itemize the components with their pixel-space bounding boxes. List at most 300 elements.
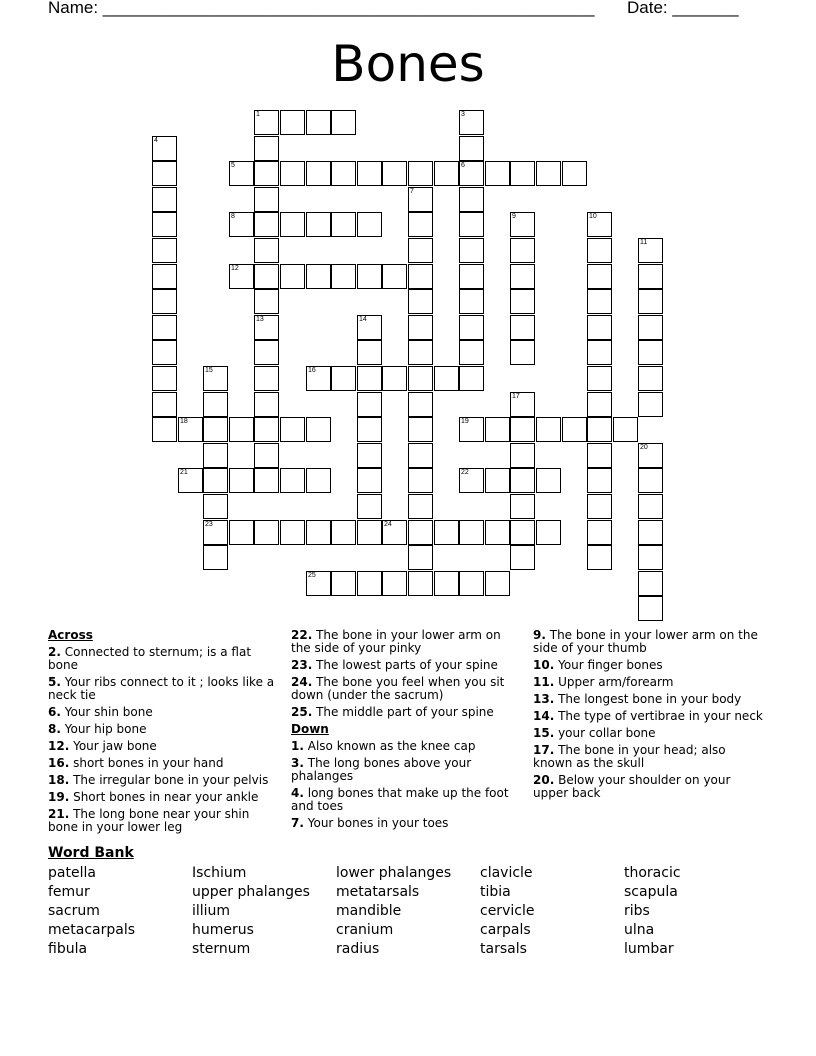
clue-number: 1 (256, 111, 260, 118)
clue-number: 19 (461, 418, 469, 425)
word-bank-word: femur (48, 884, 90, 900)
crossword-cell[interactable] (485, 468, 510, 493)
clue-number: 3 (461, 111, 465, 118)
crossword-cell[interactable] (408, 212, 433, 237)
crossword-cell[interactable] (280, 520, 305, 545)
crossword-cell[interactable] (408, 161, 433, 186)
clues-column-2 (291, 629, 521, 834)
crossword-cell[interactable] (280, 161, 305, 186)
crossword-cell[interactable] (152, 212, 177, 237)
crossword-cell[interactable] (280, 468, 305, 493)
crossword-cell[interactable] (280, 264, 305, 289)
crossword-cell[interactable] (152, 161, 177, 186)
name-line: Name: ____________________________________________________ (48, 0, 595, 17)
page-title: Bones (331, 35, 485, 93)
clue-number: 11 (640, 239, 648, 246)
clue-number-label: 10. (533, 658, 555, 672)
crossword-cell[interactable] (638, 494, 663, 519)
clue-text: The longest bone in your body (554, 692, 742, 706)
clue-number: 22 (461, 469, 469, 476)
clue-text: Below your shoulder on your upper back (533, 773, 731, 800)
crossword-cell[interactable] (306, 366, 331, 391)
crossword-cell[interactable] (638, 289, 663, 314)
crossword-cell[interactable] (203, 520, 228, 545)
word-bank-word: cervicle (480, 903, 535, 919)
clue-number: 8 (231, 213, 235, 220)
word-bank-word: fibula (48, 941, 88, 957)
clue-number-label: 21. (48, 807, 70, 821)
crossword-cell[interactable] (510, 340, 535, 365)
crossword-cell[interactable] (229, 264, 254, 289)
crossword-cell[interactable] (254, 289, 279, 314)
crossword-cell[interactable] (152, 187, 177, 212)
crossword-cell[interactable] (357, 264, 382, 289)
crossword-cell[interactable] (638, 443, 663, 468)
clue-number-label: 15. (533, 726, 555, 740)
crossword-cell[interactable] (408, 520, 433, 545)
crossword-cell[interactable] (536, 417, 561, 442)
crossword-cell[interactable] (203, 417, 228, 442)
crossword-cell[interactable] (587, 289, 612, 314)
clue-text: The long bones above your phalanges (291, 756, 472, 783)
crossword-cell[interactable] (459, 289, 484, 314)
crossword-cell[interactable] (459, 136, 484, 161)
crossword-cell[interactable] (459, 212, 484, 237)
crossword-cell[interactable] (306, 520, 331, 545)
crossword-cell[interactable] (331, 520, 356, 545)
clue-number: 21 (180, 469, 188, 476)
crossword-cell[interactable] (510, 212, 535, 237)
clue-number-label: 13. (533, 692, 555, 706)
clue-number-label: 20. (533, 773, 555, 787)
crossword-cell[interactable] (510, 545, 535, 570)
crossword-cell[interactable] (587, 417, 612, 442)
clue-text: Your hip bone (60, 722, 147, 736)
crossword-cell[interactable] (254, 520, 279, 545)
crossword-cell[interactable] (203, 545, 228, 570)
crossword-cell[interactable] (254, 417, 279, 442)
clue-text: Also known as the knee cap (303, 739, 476, 753)
clue-number: 6 (461, 162, 465, 169)
word-bank-word: scapula (624, 884, 678, 900)
word-bank-word: metacarpals (48, 922, 136, 938)
clue-number-label: 2. (48, 645, 61, 659)
crossword-cell[interactable] (638, 520, 663, 545)
crossword-cell[interactable] (254, 443, 279, 468)
crossword-cell[interactable] (254, 340, 279, 365)
crossword-cell[interactable] (152, 340, 177, 365)
crossword-cell[interactable] (203, 366, 228, 391)
crossword-cell[interactable] (510, 520, 535, 545)
crossword-cell[interactable] (510, 315, 535, 340)
crossword-cell[interactable] (331, 366, 356, 391)
crossword-cell[interactable] (382, 264, 407, 289)
clue-text: Your jaw bone (69, 739, 157, 753)
clue-item (48, 740, 278, 753)
crossword-cell[interactable] (459, 417, 484, 442)
crossword-cell[interactable] (587, 520, 612, 545)
clue-number-label: 25. (291, 705, 313, 719)
crossword-cell[interactable] (357, 392, 382, 417)
word-bank-word: carpals (480, 922, 531, 938)
clues-column-3 (533, 629, 763, 804)
clue-item (291, 740, 521, 753)
crossword-cell[interactable] (408, 315, 433, 340)
clue-text: short bones in your hand (69, 756, 224, 770)
word-bank-column (48, 864, 192, 959)
crossword-cell[interactable] (638, 315, 663, 340)
crossword-cell[interactable] (587, 366, 612, 391)
clue-number: 4 (154, 137, 158, 144)
crossword-cell[interactable] (638, 264, 663, 289)
crossword-cell[interactable] (254, 468, 279, 493)
clue-number-label: 6. (48, 705, 61, 719)
crossword-cell[interactable] (254, 136, 279, 161)
crossword-cell[interactable] (587, 315, 612, 340)
crossword-cell[interactable] (587, 392, 612, 417)
crossword-cell[interactable] (408, 289, 433, 314)
crossword-cell[interactable] (459, 161, 484, 186)
clue-number: 18 (180, 418, 188, 425)
crossword-cell[interactable] (254, 187, 279, 212)
clue-number-label: 24. (291, 675, 313, 689)
clue-number: 7 (410, 188, 414, 195)
clue-item (291, 676, 521, 702)
word-bank-word: tarsals (480, 941, 527, 957)
clue-item (533, 659, 763, 672)
word-bank-word: mandible (336, 903, 402, 919)
crossword-cell[interactable] (587, 212, 612, 237)
crossword-cell[interactable] (587, 494, 612, 519)
crossword-cell[interactable] (638, 392, 663, 417)
crossword-cell[interactable] (510, 468, 535, 493)
crossword-cell[interactable] (459, 571, 484, 596)
crossword-cell[interactable] (510, 494, 535, 519)
clue-item (48, 808, 278, 834)
clue-number: 16 (308, 367, 316, 374)
crossword-cell[interactable] (254, 366, 279, 391)
crossword-cell[interactable] (254, 392, 279, 417)
crossword-cell[interactable] (536, 468, 561, 493)
clue-item (533, 693, 763, 706)
word-bank-word: illium (192, 903, 231, 919)
clue-number: 15 (205, 367, 213, 374)
clue-item (48, 757, 278, 770)
clue-number-label: 18. (48, 773, 70, 787)
clue-item (48, 646, 278, 672)
crossword-cell[interactable] (280, 212, 305, 237)
crossword-cell[interactable] (229, 212, 254, 237)
crossword-cell[interactable] (152, 366, 177, 391)
crossword-cell[interactable] (357, 315, 382, 340)
crossword-cell[interactable] (562, 161, 587, 186)
clue-text: The bone in your lower arm on the side of your thumb (533, 628, 758, 655)
crossword-cell[interactable] (613, 417, 638, 442)
word-bank-word: tibia (480, 884, 511, 900)
clue-text: Your bones in your toes (303, 816, 449, 830)
across-heading: Across (48, 628, 93, 642)
crossword-cell[interactable] (331, 212, 356, 237)
crossword-cell[interactable] (203, 392, 228, 417)
word-bank-word: ribs (624, 903, 650, 919)
crossword-cell[interactable] (306, 468, 331, 493)
crossword-cell[interactable] (510, 392, 535, 417)
word-bank-word: lumbar (624, 941, 674, 957)
crossword-cell[interactable] (587, 264, 612, 289)
crossword-cell[interactable] (331, 571, 356, 596)
clue-item (533, 774, 763, 800)
clue-text: Short bones in near your ankle (69, 790, 259, 804)
word-bank-column (624, 864, 768, 959)
crossword-cell[interactable] (510, 289, 535, 314)
clue-number-label: 5. (48, 675, 61, 689)
word-bank-column (192, 864, 336, 959)
crossword-cell[interactable] (408, 366, 433, 391)
crossword-cell[interactable] (152, 136, 177, 161)
clue-number-label: 11. (533, 675, 555, 689)
word-bank-column (480, 864, 624, 959)
clue-number: 10 (589, 213, 597, 220)
crossword-cell[interactable] (152, 289, 177, 314)
down-heading: Down (291, 722, 329, 736)
crossword-cell[interactable] (357, 366, 382, 391)
crossword-cell[interactable] (152, 417, 177, 442)
crossword-cell[interactable] (152, 315, 177, 340)
crossword-cell[interactable] (229, 468, 254, 493)
crossword-cell[interactable] (434, 571, 459, 596)
clue-text: The middle part of your spine (312, 705, 494, 719)
crossword-cell[interactable] (357, 468, 382, 493)
crossword-cell[interactable] (306, 264, 331, 289)
crossword-cell[interactable] (587, 238, 612, 263)
crossword-cell[interactable] (459, 264, 484, 289)
crossword-cell[interactable] (178, 468, 203, 493)
crossword-cell[interactable] (638, 596, 663, 621)
clue-number-label: 17. (533, 743, 555, 757)
crossword-cell[interactable] (178, 417, 203, 442)
clue-item (48, 706, 278, 719)
clue-text: The bone you feel when you sit down (under the sacrum) (291, 675, 505, 702)
clue-item (291, 787, 521, 813)
crossword-cell[interactable] (357, 520, 382, 545)
word-bank-word: lower phalanges (336, 865, 452, 881)
crossword-cell[interactable] (459, 366, 484, 391)
crossword-cell[interactable] (382, 161, 407, 186)
clue-number-label: 12. (48, 739, 70, 753)
crossword-cell[interactable] (638, 340, 663, 365)
clue-number-label: 8. (48, 722, 61, 736)
crossword-cell[interactable] (306, 212, 331, 237)
crossword-cell[interactable] (254, 212, 279, 237)
crossword-cell[interactable] (357, 340, 382, 365)
word-bank-column (336, 864, 480, 959)
crossword-cell[interactable] (254, 161, 279, 186)
crossword-cell[interactable] (587, 340, 612, 365)
clue-text: Upper arm/forearm (554, 675, 674, 689)
crossword-cell[interactable] (408, 417, 433, 442)
crossword-cell[interactable] (203, 443, 228, 468)
crossword-cell[interactable] (638, 238, 663, 263)
crossword-cell[interactable] (587, 545, 612, 570)
clue-number-label: 23. (291, 658, 313, 672)
crossword-cell[interactable] (536, 161, 561, 186)
clue-item (533, 629, 763, 655)
clue-text: long bones that make up the foot and toes (291, 786, 509, 813)
clue-number: 12 (231, 265, 239, 272)
clue-number-label: 7. (291, 816, 304, 830)
crossword-cell[interactable] (434, 366, 459, 391)
clue-text: The bone in your lower arm on the side of your pinky (291, 628, 501, 655)
clue-item (533, 744, 763, 770)
clue-item (48, 791, 278, 804)
crossword-cell[interactable] (638, 571, 663, 596)
crossword-cell[interactable] (638, 366, 663, 391)
crossword-cell[interactable] (408, 443, 433, 468)
crossword-cell[interactable] (203, 468, 228, 493)
clue-text: your collar bone (554, 726, 656, 740)
crossword-cell[interactable] (485, 417, 510, 442)
crossword-cell[interactable] (510, 443, 535, 468)
crossword-cell[interactable] (382, 571, 407, 596)
clue-number-label: 14. (533, 709, 555, 723)
clue-number: 5 (231, 162, 235, 169)
crossword-cell[interactable] (408, 392, 433, 417)
clue-number-label: 22. (291, 628, 313, 642)
word-bank-title: Word Bank (48, 845, 134, 861)
crossword-cell[interactable] (306, 161, 331, 186)
crossword-cell[interactable] (280, 417, 305, 442)
crossword-cell[interactable] (382, 366, 407, 391)
clue-number-label: 16. (48, 756, 70, 770)
crossword-cell[interactable] (254, 238, 279, 263)
clue-item (291, 629, 521, 655)
crossword-cell[interactable] (408, 545, 433, 570)
clue-text: Connected to sternum; is a flat bone (48, 645, 252, 672)
crossword-cell[interactable] (229, 161, 254, 186)
crossword-cell[interactable] (152, 392, 177, 417)
clue-item (291, 817, 521, 830)
clue-number-label: 4. (291, 786, 304, 800)
crossword-cell[interactable] (562, 417, 587, 442)
crossword-cell[interactable] (408, 494, 433, 519)
crossword-cell[interactable] (229, 417, 254, 442)
clue-number: 9 (512, 213, 516, 220)
crossword-cell[interactable] (587, 443, 612, 468)
clue-item (533, 710, 763, 723)
crossword-cell[interactable] (536, 520, 561, 545)
crossword-cell[interactable] (152, 264, 177, 289)
word-bank-word: thoracic (624, 865, 681, 881)
crossword-cell[interactable] (382, 520, 407, 545)
crossword-cell[interactable] (434, 520, 459, 545)
word-bank-word: cranium (336, 922, 394, 938)
clue-item (291, 659, 521, 672)
crossword-cell[interactable] (510, 264, 535, 289)
crossword-cell[interactable] (485, 520, 510, 545)
clue-text: The irregular bone in your pelvis (69, 773, 269, 787)
crossword-cell[interactable] (357, 212, 382, 237)
crossword-cell[interactable] (587, 468, 612, 493)
crossword-cell[interactable] (408, 571, 433, 596)
clue-number: 14 (359, 316, 367, 323)
crossword-cell[interactable] (254, 315, 279, 340)
crossword-cell[interactable] (510, 161, 535, 186)
clue-item (533, 676, 763, 689)
crossword-cell[interactable] (459, 110, 484, 135)
clue-text: The lowest parts of your spine (312, 658, 498, 672)
crossword-cell[interactable] (638, 468, 663, 493)
clue-number-label: 3. (291, 756, 304, 770)
crossword-cell[interactable] (357, 417, 382, 442)
crossword-cell[interactable] (485, 161, 510, 186)
crossword-cell[interactable] (408, 187, 433, 212)
clue-item (48, 723, 278, 736)
crossword-cell[interactable] (357, 494, 382, 519)
word-bank-word: ulna (624, 922, 655, 938)
crossword-cell[interactable] (510, 417, 535, 442)
clues-column-1 (48, 629, 278, 838)
crossword-cell[interactable] (152, 238, 177, 263)
clue-item (533, 727, 763, 740)
crossword-cell[interactable] (254, 264, 279, 289)
clue-text: The type of vertibrae in your neck (554, 709, 763, 723)
word-bank-word: Ischium (192, 865, 247, 881)
crossword-cell[interactable] (306, 110, 331, 135)
crossword-cell[interactable] (254, 110, 279, 135)
crossword-cell[interactable] (306, 417, 331, 442)
crossword-cell[interactable] (408, 468, 433, 493)
crossword-cell[interactable] (510, 238, 535, 263)
crossword-cell[interactable] (306, 571, 331, 596)
clue-item (291, 757, 521, 783)
crossword-cell[interactable] (331, 110, 356, 135)
crossword-cell[interactable] (357, 161, 382, 186)
crossword-cell[interactable] (331, 161, 356, 186)
crossword-cell[interactable] (485, 571, 510, 596)
crossword-cell[interactable] (203, 494, 228, 519)
crossword-cell[interactable] (357, 443, 382, 468)
crossword-cell[interactable] (357, 571, 382, 596)
clue-number: 25 (308, 572, 316, 579)
crossword-cell[interactable] (459, 520, 484, 545)
word-bank-word: clavicle (480, 865, 533, 881)
crossword-cell[interactable] (408, 340, 433, 365)
crossword-cell[interactable] (459, 468, 484, 493)
clue-number: 20 (640, 444, 648, 451)
crossword-cell[interactable] (408, 238, 433, 263)
crossword-cell[interactable] (408, 264, 433, 289)
crossword-cell[interactable] (459, 340, 484, 365)
crossword-cell[interactable] (434, 161, 459, 186)
crossword-cell[interactable] (459, 238, 484, 263)
crossword-cell[interactable] (280, 110, 305, 135)
clue-number: 17 (512, 393, 520, 400)
crossword-cell[interactable] (459, 187, 484, 212)
crossword-cell[interactable] (638, 545, 663, 570)
crossword-cell[interactable] (459, 315, 484, 340)
crossword-cell[interactable] (229, 520, 254, 545)
word-bank-word: metatarsals (336, 884, 420, 900)
clue-number-label: 19. (48, 790, 70, 804)
clue-text: Your finger bones (554, 658, 663, 672)
clue-text: The long bone near your shin bone in your lower leg (48, 807, 250, 834)
clue-text: Your shin bone (60, 705, 153, 719)
clue-number: 23 (205, 521, 213, 528)
word-bank-word: upper phalanges (192, 884, 310, 900)
word-bank-word: sternum (192, 941, 251, 957)
word-bank-word: patella (48, 865, 96, 881)
crossword-cell[interactable] (331, 264, 356, 289)
